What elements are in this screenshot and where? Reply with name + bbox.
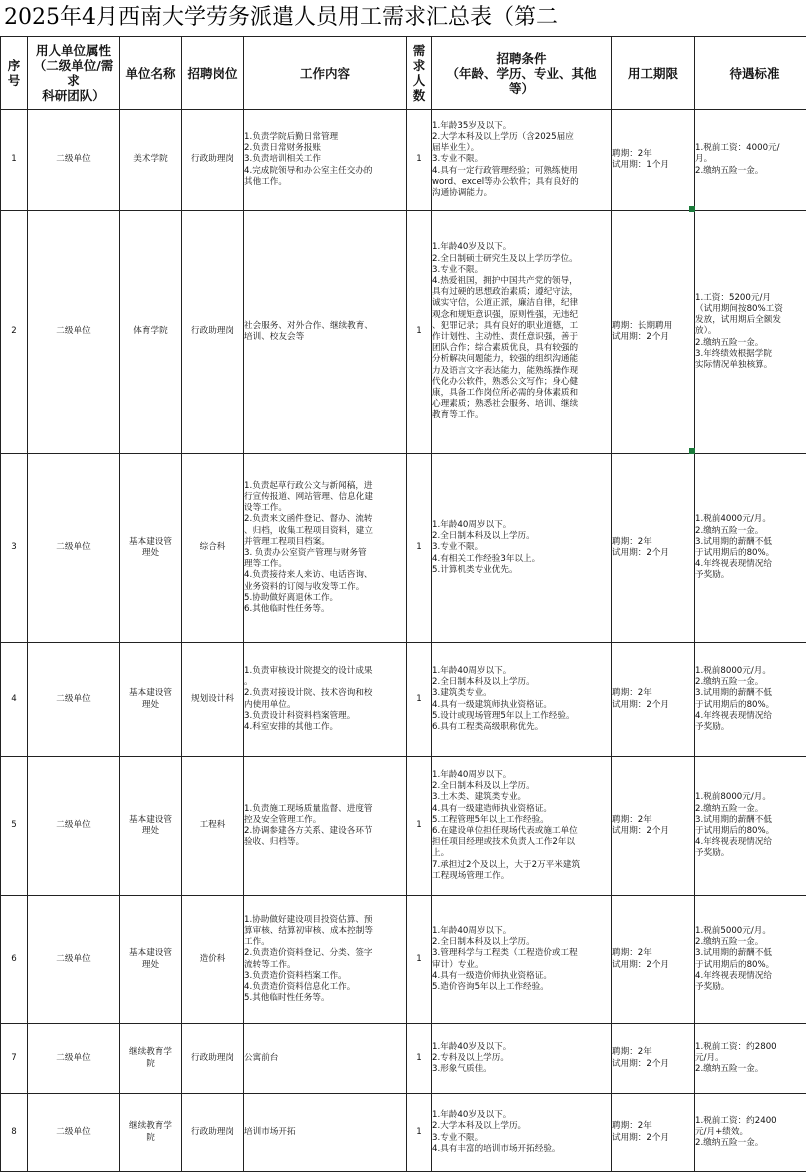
text-line: 3.专业不限。: [432, 542, 484, 553]
recruitment-table: [0, 36, 806, 1172]
table-row: [1, 454, 806, 643]
text-line: 理处: [141, 548, 160, 558]
text-line: 5.协助做好离退休工作。: [244, 592, 339, 603]
text-line: 3.专业不限。: [432, 154, 484, 165]
text-line: 培训、校友会等: [244, 332, 305, 342]
text-line: 体育学院: [133, 326, 168, 337]
cell-position: 行政助理岗: [182, 1094, 244, 1172]
text-line: 2.全日制硕士研究生及以上学历学位。: [432, 253, 578, 264]
text-line: 理处: [141, 826, 160, 836]
text-line: 内使用单位。: [244, 699, 296, 710]
text-line: 1.负责起草行政公文与新闻稿，进: [244, 480, 373, 491]
text-line: 招聘条件: [496, 50, 547, 66]
text-line: 、归档，收集工程项目资料，建立: [244, 525, 373, 536]
text-line: 3.试用期的薪酬不低: [695, 948, 772, 959]
header-count: [407, 37, 432, 110]
cell-conditions: [432, 110, 612, 211]
cell-seq: 2: [1, 211, 28, 454]
text-line: 4.年终视表现情况给: [695, 710, 772, 721]
cell-content: [244, 643, 407, 757]
text-line: 团队合作；综合素质优良，具有较强的: [432, 343, 579, 354]
text-line: 院: [146, 1132, 155, 1143]
header-content: [244, 37, 407, 110]
text-line: 3.试用期的薪酬不低: [695, 688, 772, 699]
cell-unit-type: 二级单位: [28, 757, 120, 896]
text-line: 2.全日制本科及以上学历。: [432, 677, 535, 688]
text-line: 元/月+绩效。: [695, 1126, 749, 1137]
text-line: 1.年龄35岁及以下。: [432, 120, 512, 131]
text-line: 4.年终视表现情况给: [695, 837, 772, 848]
text-line: 1.年龄40岁及以下。: [432, 1110, 512, 1121]
cell-pay: [695, 211, 806, 454]
text-line: 4.具有一级建造师执业资格证。: [432, 803, 552, 814]
table-header: [1, 37, 806, 110]
cell-position: 行政助理岗: [182, 211, 244, 454]
text-line: 6.具有工程类高级职称优先。: [432, 721, 544, 732]
cell-content: [244, 1094, 407, 1172]
text-line: 1.税前工资：约2800: [695, 1041, 777, 1052]
table-row: [1, 211, 806, 454]
table-row: [1, 896, 806, 1024]
text-line: 4.具有一定行政管理经验；可熟练使用: [432, 165, 578, 176]
text-line: 数: [412, 88, 426, 103]
table-row: [1, 643, 806, 757]
text-line: 聘期：2年: [612, 536, 652, 547]
cell-seq: 1: [1, 110, 28, 211]
text-line: 4.科室安排的其他工作。: [244, 721, 339, 732]
cell-unit-name: [120, 1094, 182, 1172]
text-line: 予奖励。: [695, 570, 730, 581]
table-row: [1, 757, 806, 896]
text-line: 设等工作。: [244, 503, 287, 514]
text-line: 。: [244, 677, 253, 688]
text-line: 1.年龄40岁及以下。: [432, 1041, 512, 1052]
text-line: 4.具有一级造价师执业资格证。: [432, 970, 552, 981]
text-line: 试用期：2个月: [612, 826, 670, 836]
text-line: 其他工作。: [244, 176, 287, 187]
text-line: 作计划性、主动性、责任意识强，善于: [432, 332, 579, 342]
text-line: 1.税前8000元/月。: [695, 792, 771, 803]
text-line: 3.专业不限。: [432, 1132, 484, 1143]
text-line: 实际情况单独核算。: [695, 360, 773, 370]
text-line: 1.协助做好建设项目投资估算、预: [244, 914, 373, 925]
cell-pay: [695, 1094, 806, 1172]
text-line: 4.完成院领导和办公室主任交办的: [244, 165, 373, 176]
text-line: 4.负责造价资料信息化工作。: [244, 981, 356, 992]
text-line: 控及安全管理工作。: [244, 814, 322, 825]
cell-period: [612, 454, 695, 643]
text-line: 2.协调参建各方关系、建设各环节: [244, 826, 373, 836]
cell-unit-name: [120, 757, 182, 896]
text-line: 3.负责造价资料档案工作。: [244, 970, 347, 981]
cell-unit-name: [120, 643, 182, 757]
text-line: 上。: [432, 848, 450, 859]
text-line: 试用期：2个月: [612, 1132, 670, 1143]
text-line: 聘期：2年: [612, 1121, 652, 1132]
text-line: 美术学院: [133, 154, 168, 165]
cell-count: 1: [407, 1024, 432, 1094]
text-line: 3.建筑类专业。: [432, 688, 492, 699]
text-line: 用人单位属性: [35, 43, 111, 58]
table-body: [1, 110, 806, 1172]
cell-period: [612, 757, 695, 896]
cell-position: 行政助理岗: [182, 110, 244, 211]
cell-content: [244, 757, 407, 896]
cell-pay: [695, 454, 806, 643]
text-line: 等）: [508, 80, 534, 96]
text-line: 理处: [141, 699, 160, 710]
text-line: 代化办公软件，熟悉公文写作；身心健: [432, 376, 579, 387]
text-line: 1.年龄40岁及以下。: [432, 242, 512, 253]
text-line: 2.负责来文函件登记、督办、流转: [244, 514, 373, 525]
text-line: 月。: [695, 154, 713, 165]
header-pay: [695, 37, 806, 110]
text-line: 届毕业生）。: [432, 143, 480, 154]
text-line: 科研团队）: [42, 88, 105, 103]
text-line: 聘期：2年: [612, 688, 652, 699]
cell-conditions: [432, 896, 612, 1024]
text-line: 担任项目经理或技术负责人工作2年以: [432, 837, 575, 848]
cell-unit-name: [120, 896, 182, 1024]
text-line: 1.税前工资：4000元/: [695, 143, 780, 154]
text-line: （年龄、学历、专业、其他: [446, 65, 597, 81]
text-line: 理处: [141, 959, 160, 970]
text-line: 3.专业不限。: [432, 264, 484, 275]
cell-count: 1: [407, 757, 432, 896]
text-line: （二级单位/需求: [33, 58, 114, 88]
cell-position: 规划设计科: [182, 643, 244, 757]
cell-pay: [695, 757, 806, 896]
text-line: 试用期：1个月: [612, 160, 670, 170]
cell-pay: [695, 896, 806, 1024]
text-line: 5.设计或现场管理5年以上工作经验。: [432, 710, 575, 721]
text-line: 理等工作。: [244, 559, 287, 570]
text-line: 1.年龄40周岁以下。: [432, 519, 512, 530]
text-line: 社会服务、对外合作、继续教育、: [244, 320, 373, 331]
text-line: 行宣传报道、网站管理、信息化建: [244, 491, 373, 502]
table-row: [1, 110, 806, 211]
cell-period: [612, 211, 695, 454]
cell-conditions: [432, 1024, 612, 1094]
cell-error-marker: [689, 448, 695, 454]
text-line: 沟通协调能力。: [432, 188, 493, 198]
text-line: 用工期限: [627, 65, 678, 81]
text-line: 流转等工作。: [244, 959, 296, 970]
text-line: 2.负责对接设计院、技术咨询和校: [244, 688, 373, 699]
text-line: 业务资料的订阅与收发等工作。: [244, 581, 365, 592]
text-line: 5.工程管理5年以上工作经验。: [432, 814, 549, 825]
header-unit-name: [120, 37, 182, 110]
text-line: 1.负责审核设计院提交的设计成果: [244, 665, 373, 676]
cell-conditions: [432, 211, 612, 454]
text-line: 试用期：2个月: [612, 1058, 670, 1069]
text-line: 试用期：2个月: [612, 959, 670, 970]
header-unit-type: [28, 37, 120, 110]
text-line: 3.负责设计科资料档案管理。: [244, 710, 356, 721]
text-line: 基本建设管: [129, 814, 172, 825]
cell-unit-type: 二级单位: [28, 1094, 120, 1172]
text-line: 予奖励。: [695, 848, 730, 859]
text-line: 2.缴纳五险一金。: [695, 937, 764, 948]
text-line: 2.大学本科及以上学历（含2025届应: [432, 131, 574, 142]
text-line: 观念和规矩意识强，原则性强，无违纪: [432, 309, 579, 320]
cell-period: [612, 896, 695, 1024]
cell-seq: 8: [1, 1094, 28, 1172]
cell-pay: [695, 110, 806, 211]
cell-position: 行政助理岗: [182, 1024, 244, 1094]
text-line: 2.全日制本科及以上学历。: [432, 937, 535, 948]
header-conditions: [432, 37, 612, 110]
cell-period: [612, 1094, 695, 1172]
text-line: 具有过硬的思想政治素质；遵纪守法，: [432, 287, 579, 298]
cell-conditions: [432, 757, 612, 896]
text-line: 2.缴纳五险一金。: [695, 525, 764, 536]
text-line: 分析解决问题能力，较强的组织沟通能: [432, 354, 579, 365]
text-line: 单位名称: [125, 65, 176, 81]
table-row: [1, 1094, 806, 1172]
cell-conditions: [432, 1094, 612, 1172]
text-line: 2.缴纳五险一金。: [695, 1064, 764, 1075]
text-line: 2.专科及以上学历。: [432, 1052, 509, 1063]
header-period: [612, 37, 695, 110]
cell-period: [612, 110, 695, 211]
text-line: 2.全日制本科及以上学历。: [432, 781, 535, 792]
text-line: 2.负责造价资料登记、分类、签字: [244, 948, 373, 959]
cell-unit-name: [120, 110, 182, 211]
text-line: 7.承担过2个及以上，大于2万平米建筑: [432, 859, 581, 870]
text-line: 6.其他临时性任务等。: [244, 604, 330, 615]
text-line: 5.造价咨询5年以上工作经验。: [432, 981, 549, 992]
text-line: 康，具备工作岗位所必需的身体素质和: [432, 388, 579, 399]
text-line: 1.税前工资：约2400: [695, 1115, 777, 1126]
cell-unit-name: [120, 454, 182, 643]
cell-position: 造价科: [182, 896, 244, 1024]
text-line: 1.工资：5200元/月: [695, 292, 771, 303]
text-line: word、excel等办公软件；具有良好的: [432, 176, 579, 187]
cell-count: 1: [407, 643, 432, 757]
cell-period: [612, 1024, 695, 1094]
cell-content: [244, 454, 407, 643]
text-line: 1.负责施工现场质量监督、进度管: [244, 803, 373, 814]
text-line: 3.形象气质佳。: [432, 1064, 492, 1075]
cell-conditions: [432, 454, 612, 643]
text-line: 予奖励。: [695, 721, 730, 732]
text-line: 、犯罪记录；具有良好的职业道德，工: [432, 320, 579, 331]
text-line: 3.管理科学与工程类（工程造价或工程: [432, 948, 578, 959]
cell-count: 1: [407, 454, 432, 643]
text-line: 需: [412, 43, 426, 58]
text-line: 公寓前台: [244, 1052, 279, 1063]
text-line: 院: [146, 1058, 155, 1069]
text-line: 审计）专业。: [432, 959, 484, 970]
cell-unit-type: 二级单位: [28, 454, 120, 643]
cell-unit-type: 二级单位: [28, 1024, 120, 1094]
cell-count: 1: [407, 896, 432, 1024]
text-line: 4.热爱祖国，拥护中国共产党的领导，: [432, 275, 578, 286]
cell-unit-type: 二级单位: [28, 643, 120, 757]
text-line: 3.年终绩效根据学院: [695, 348, 772, 359]
cell-seq: 7: [1, 1024, 28, 1094]
text-line: 2.缴纳五险一金。: [695, 677, 764, 688]
cell-error-marker: [689, 206, 695, 212]
text-line: 诚实守信，公道正派，廉洁自律，纪律: [432, 298, 579, 309]
cell-seq: 6: [1, 896, 28, 1024]
text-line: 2.大学本科及以上学历。: [432, 1121, 527, 1132]
text-line: 4.年终视表现情况给: [695, 970, 772, 981]
cell-conditions: [432, 643, 612, 757]
document-title: 2025年4月西南大学劳务派遣人员用工需求汇总表（第二: [4, 5, 558, 30]
cell-unit-name: [120, 211, 182, 454]
text-line: 基本建设管: [129, 688, 172, 699]
text-line: 聘期：2年: [612, 948, 652, 959]
cell-count: 1: [407, 1094, 432, 1172]
cell-count: 1: [407, 110, 432, 211]
text-line: 序: [7, 58, 21, 73]
text-line: 予奖励。: [695, 981, 730, 992]
text-line: 1.税前8000元/月。: [695, 665, 771, 676]
cell-unit-type: 二级单位: [28, 211, 120, 454]
text-line: 聘期：长期聘用: [612, 320, 673, 331]
text-line: 人: [412, 73, 426, 88]
cell-unit-type: 二级单位: [28, 896, 120, 1024]
text-line: 4.有相关工作经验3年以上。: [432, 553, 541, 564]
text-line: 4.负责接待来人来访、电话咨询、: [244, 570, 373, 581]
text-line: 工作内容: [299, 65, 350, 81]
cell-unit-type: 二级单位: [28, 110, 120, 211]
text-line: 1.负责学院后勤日常管理: [244, 131, 339, 142]
text-line: 于试用期后的80%。: [695, 959, 775, 970]
cell-unit-name: [120, 1024, 182, 1094]
text-line: 于试用期后的80%。: [695, 699, 775, 710]
cell-position: 工程科: [182, 757, 244, 896]
text-line: 1.税前4000元/月。: [695, 514, 771, 525]
text-line: 招聘岗位: [187, 65, 238, 81]
text-line: 2.缴纳五险一金。: [695, 337, 764, 348]
text-line: 验收、归档等。: [244, 837, 305, 848]
text-line: 5.计算机类专业优先。: [432, 564, 518, 575]
table-row: [1, 1024, 806, 1094]
text-line: 聘期：2年: [612, 814, 652, 825]
text-line: 待遇标准: [729, 65, 780, 81]
cell-position: 综合科: [182, 454, 244, 643]
text-line: 5.其他临时性任务等。: [244, 993, 330, 1004]
cell-content: [244, 1024, 407, 1094]
text-line: 2.负责日常财务报账: [244, 143, 321, 154]
cell-period: [612, 643, 695, 757]
text-line: 2.缴纳五险一金。: [695, 1138, 764, 1149]
text-line: 1.年龄40周岁以下。: [432, 665, 512, 676]
cell-content: [244, 896, 407, 1024]
text-line: 3. 负责办公室资产管理与财务管: [244, 548, 367, 558]
text-line: 教育等工作。: [432, 410, 484, 421]
text-line: 工程现场管理工作。: [432, 870, 510, 881]
text-line: 继续教育学: [129, 1047, 172, 1058]
text-line: 并管理工程项目档案。: [244, 536, 330, 547]
text-line: 1.年龄40周岁以下。: [432, 925, 512, 936]
text-line: 4.具有丰富的培训市场开拓经验。: [432, 1143, 561, 1154]
cell-seq: 4: [1, 643, 28, 757]
text-line: 3.试用期的薪酬不低: [695, 536, 772, 547]
text-line: 于试用期后的80%。: [695, 826, 775, 836]
text-line: 3.土木类、建筑类专业。: [432, 792, 527, 803]
text-line: 算审核、结算初审核、成本控制等: [244, 925, 373, 936]
text-line: 4.具有一级建筑师执业资格证。: [432, 699, 552, 710]
text-line: 1.税前5000元/月。: [695, 925, 771, 936]
text-line: （试用期间按80%工资: [695, 303, 783, 314]
cell-seq: 5: [1, 757, 28, 896]
text-line: 放）。: [695, 326, 717, 337]
cell-pay: [695, 1024, 806, 1094]
header-position: [182, 37, 244, 110]
cell-seq: 3: [1, 454, 28, 643]
text-line: 3.试用期的薪酬不低: [695, 814, 772, 825]
cell-count: 1: [407, 211, 432, 454]
text-line: 号: [7, 73, 21, 88]
header-seq: [1, 37, 28, 110]
text-line: 心理素质；熟悉社会服务、培训、继续: [432, 399, 579, 410]
text-line: 培训市场开拓: [244, 1126, 296, 1137]
text-line: 试用期：2个月: [612, 548, 670, 558]
cell-content: [244, 110, 407, 211]
text-line: 于试用期后的80%。: [695, 548, 775, 558]
text-line: 2.全日制本科及以上学历。: [432, 531, 535, 542]
text-line: 2.缴纳五险一金。: [695, 165, 764, 176]
text-line: 力及语言文字表达能力，能熟练操作现: [432, 365, 579, 376]
text-line: 基本建设管: [129, 536, 172, 547]
text-line: 试用期：2个月: [612, 699, 670, 710]
text-line: 试用期：2个月: [612, 332, 670, 342]
text-line: 基本建设管: [129, 948, 172, 959]
text-line: 元/月。: [695, 1052, 724, 1063]
text-line: 3.负责培训相关工作: [244, 154, 321, 165]
text-line: 6.在建设单位担任现场代表或施工单位: [432, 826, 578, 836]
cell-content: [244, 211, 407, 454]
text-line: 1.年龄40周岁以下。: [432, 769, 512, 780]
text-line: 工作。: [244, 937, 270, 948]
text-line: 聘期：2年: [612, 148, 652, 159]
text-line: 4.年终视表现情况给: [695, 559, 772, 570]
text-line: 继续教育学: [129, 1121, 172, 1132]
text-line: 发放，试用期后全额发: [695, 315, 781, 326]
cell-pay: [695, 643, 806, 757]
text-line: 2.缴纳五险一金。: [695, 803, 764, 814]
text-line: 聘期：2年: [612, 1047, 652, 1058]
text-line: 求: [412, 58, 426, 73]
